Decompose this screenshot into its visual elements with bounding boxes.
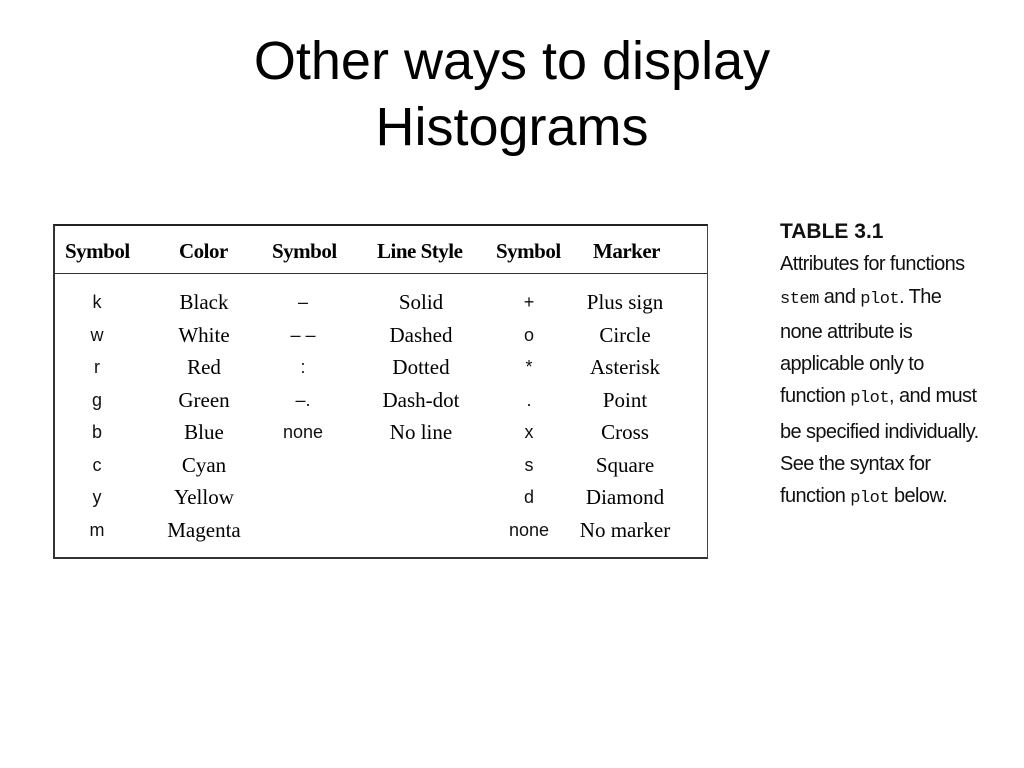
marker-symbol-cell: none bbox=[508, 519, 550, 540]
table-row bbox=[55, 451, 707, 484]
color-name-cell: Yellow bbox=[174, 485, 234, 509]
marker-symbol-cell: x bbox=[524, 422, 534, 442]
table-row bbox=[55, 516, 707, 549]
color-name-cell: Green bbox=[178, 387, 230, 412]
color-symbol-cell: g bbox=[91, 389, 103, 410]
table-header-row bbox=[55, 226, 707, 274]
caption-text: . The none attribute is applicable only to function bbox=[780, 285, 942, 408]
color-symbol-cell: m bbox=[89, 519, 105, 540]
table-row bbox=[55, 386, 707, 419]
color-symbol-cell: w bbox=[90, 324, 104, 345]
line-symbol-cell: : bbox=[300, 357, 306, 377]
caption-label: TABLE 3.1 bbox=[780, 220, 884, 243]
color-name-cell: Magenta bbox=[167, 517, 241, 542]
marker-symbol-cell: . bbox=[526, 389, 532, 410]
table-row bbox=[55, 418, 707, 451]
marker-name-cell: Square bbox=[595, 452, 655, 477]
table-caption bbox=[780, 216, 980, 516]
marker-symbol-cell: + bbox=[523, 292, 535, 312]
color-name-cell: Black bbox=[179, 290, 229, 314]
header-marker: Marker bbox=[593, 239, 660, 263]
attributes-table bbox=[53, 224, 708, 559]
header-color: Color bbox=[179, 239, 228, 263]
color-name-cell: Cyan bbox=[181, 452, 227, 477]
caption-code: plot bbox=[850, 489, 890, 509]
caption-code: plot bbox=[860, 289, 900, 309]
line-style-cell: Dash-dot bbox=[382, 387, 460, 412]
line-style-cell: Dashed bbox=[389, 322, 453, 347]
caption-code: stem bbox=[780, 289, 819, 309]
line-symbol-cell: – bbox=[297, 292, 309, 312]
color-symbol-cell: k bbox=[92, 292, 102, 312]
marker-symbol-cell: s bbox=[524, 454, 534, 475]
marker-name-cell: Diamond bbox=[585, 485, 665, 509]
caption-text: , and must be specified individually. See the syntax for function bbox=[780, 385, 979, 508]
header-line-style: Line Style bbox=[377, 239, 463, 263]
marker-name-cell: Point bbox=[602, 387, 648, 412]
table-row bbox=[55, 353, 707, 386]
caption-text: and bbox=[818, 285, 861, 308]
marker-symbol-cell: o bbox=[523, 324, 535, 345]
header-symbol-marker: Symbol bbox=[496, 239, 561, 263]
table-row bbox=[55, 321, 707, 354]
header-symbol-color: Symbol bbox=[65, 239, 130, 263]
caption-code: plot bbox=[850, 389, 890, 409]
color-symbol-cell: r bbox=[94, 357, 100, 377]
color-symbol-cell: b bbox=[91, 422, 103, 442]
table-row bbox=[55, 288, 707, 321]
color-name-cell: Blue bbox=[184, 420, 224, 444]
header-symbol-line-style: Symbol bbox=[272, 239, 337, 263]
line-style-cell: Solid bbox=[398, 290, 444, 314]
line-symbol-cell: none bbox=[282, 422, 324, 442]
marker-name-cell: No marker bbox=[579, 517, 671, 542]
caption-text: Attributes for functions bbox=[780, 253, 965, 276]
marker-name-cell: Circle bbox=[599, 322, 651, 347]
line-style-cell: No line bbox=[389, 420, 453, 444]
slide-title-line-1: Other ways to display bbox=[253, 31, 771, 91]
table-row bbox=[55, 483, 707, 516]
marker-symbol-cell: d bbox=[523, 487, 535, 507]
line-symbol-cell: – – bbox=[290, 324, 316, 345]
color-name-cell: Red bbox=[187, 355, 221, 379]
line-style-cell: Dotted bbox=[392, 355, 450, 379]
slide-title-line-2: Histograms bbox=[375, 97, 649, 157]
caption-text: below. bbox=[889, 485, 948, 508]
marker-name-cell: Asterisk bbox=[590, 355, 660, 379]
slide-title bbox=[0, 28, 1024, 160]
marker-name-cell: Plus sign bbox=[586, 290, 664, 314]
color-name-cell: White bbox=[178, 322, 230, 347]
color-symbol-cell: c bbox=[92, 454, 102, 475]
marker-symbol-cell: * bbox=[525, 357, 533, 377]
marker-name-cell: Cross bbox=[601, 420, 649, 444]
table-body bbox=[55, 288, 707, 548]
color-symbol-cell: y bbox=[92, 487, 102, 507]
line-symbol-cell: –. bbox=[295, 389, 311, 410]
